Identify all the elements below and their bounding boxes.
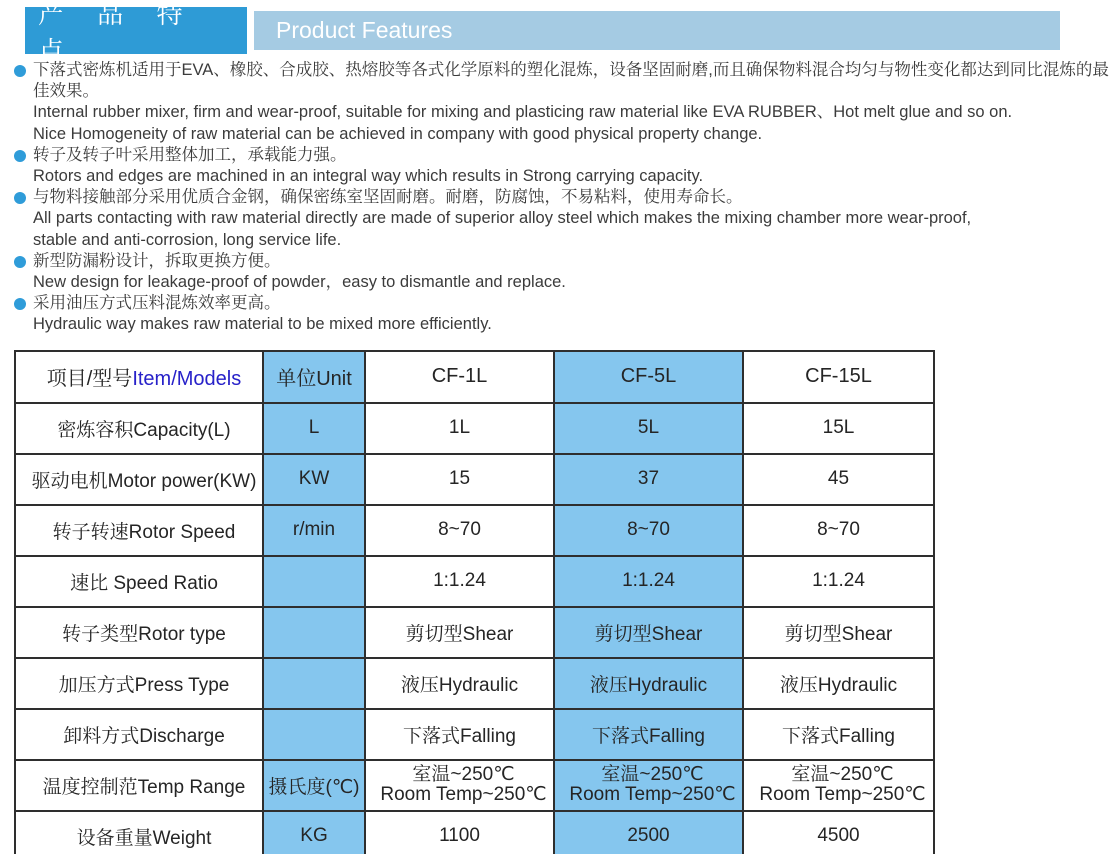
table-row-speed-ratio (15, 556, 934, 607)
feature-text-en: Internal rubber mixer, firm and wear-proof, suitable for mixing and plasticing raw material like EVA RUBBER、Hot melt glue and so on. (33, 103, 1013, 122)
feature-text-en: Rotors and edges are machined in an integral way which results in Strong carrying capacity. (33, 167, 704, 186)
cell-cf5l: 8~70 (554, 505, 743, 556)
table-header-row (15, 351, 934, 403)
cell-cf15l: 1:1.24 (743, 556, 934, 607)
header-unit: 单位Unit (263, 351, 365, 403)
cell-cf15l: 8~70 (743, 505, 934, 556)
cell-cf5l: 5L (554, 403, 743, 454)
feature-text-cn: 采用油压方式压料混炼效率更高。 (33, 294, 281, 313)
row-unit (263, 709, 365, 760)
row-label: 加压方式Press Type (15, 658, 263, 709)
row-unit (263, 556, 365, 607)
bullet-dot-icon (14, 192, 26, 204)
feature-item (14, 293, 1116, 335)
header-model-cf1l: CF-1L (365, 351, 554, 403)
header-model-cf15l: CF-15L (743, 351, 934, 403)
table-row-rotor-type (15, 607, 934, 658)
page-title-en: Product Features (254, 11, 1060, 50)
cell-cf1l: 液压Hydraulic (365, 658, 554, 709)
cell-cf15l: 45 (743, 454, 934, 505)
cell-cf1l: 下落式Falling (365, 709, 554, 760)
cell-cf1l (365, 760, 554, 811)
feature-text-en: All parts contacting with raw material directly are made of superior alloy steel which makes the mixing chamber more wear-proof, (33, 209, 972, 228)
cell-cf5l: 1:1.24 (554, 556, 743, 607)
table-row-motor-power (15, 454, 934, 505)
cell-cf5l: 2500 (554, 811, 743, 854)
cell-cf15l: 4500 (743, 811, 934, 854)
cell-cf5l: 液压Hydraulic (554, 658, 743, 709)
table-row-press-type (15, 658, 934, 709)
table-row-weight (15, 811, 934, 854)
feature-text-en: Hydraulic way makes raw material to be mixed more efficiently. (33, 315, 492, 334)
cell-cf1l: 8~70 (365, 505, 554, 556)
feature-item (14, 60, 1116, 145)
row-unit (263, 658, 365, 709)
row-label: 设备重量Weight (15, 811, 263, 854)
bullet-dot-icon (14, 256, 26, 268)
temp-line-en: Room Temp~250℃ (380, 784, 547, 806)
spec-table (14, 350, 935, 854)
row-unit: r/min (263, 505, 365, 556)
row-label: 卸料方式Discharge (15, 709, 263, 760)
feature-text-cn: 转子及转子叶采用整体加工，承载能力强。 (33, 145, 347, 164)
table-row-discharge (15, 709, 934, 760)
feature-item (14, 187, 1116, 251)
temp-line-en: Room Temp~250℃ (569, 784, 736, 806)
feature-text-cn: 下落式密炼机适用于EVA、橡胶、合成胶、热熔胶等各式化学原料的塑化混炼，设备坚固耐磨,而且确保物料混合均匀与物性变化都达到同比混炼的最佳效果。 (33, 61, 1109, 101)
feature-list (14, 60, 1116, 336)
table-row-temp-range (15, 760, 934, 811)
temp-line-cn: 室温~250℃ (791, 764, 894, 786)
row-unit: KG (263, 811, 365, 854)
feature-text-en: Nice Homogeneity of raw material can be achieved in company with good physical property change. (33, 124, 763, 143)
header-item-cn: 项目/型号 (46, 368, 133, 391)
row-label: 转子转速Rotor Speed (15, 505, 263, 556)
page-header (25, 0, 1119, 66)
row-label: 速比 Speed Ratio (15, 556, 263, 607)
temp-line-cn: 室温~250℃ (412, 764, 515, 786)
feature-item (14, 145, 1116, 187)
cell-cf1l: 1100 (365, 811, 554, 854)
cell-cf1l: 1:1.24 (365, 556, 554, 607)
feature-item (14, 251, 1116, 293)
table-row-rotor-speed (15, 505, 934, 556)
cell-cf1l: 1L (365, 403, 554, 454)
temp-line-cn: 室温~250℃ (601, 764, 704, 786)
header-item-models (15, 351, 263, 403)
row-label: 驱动电机Motor power(KW) (15, 454, 263, 505)
bullet-dot-icon (14, 65, 26, 77)
feature-text-cn: 与物料接触部分采用优质合金钢，确保密练室坚固耐磨。耐磨，防腐蚀，不易粘料，使用寿命长。 (33, 188, 743, 207)
bullet-dot-icon (14, 150, 26, 162)
cell-cf1l: 剪切型Shear (365, 607, 554, 658)
cell-cf15l: 液压Hydraulic (743, 658, 934, 709)
temp-line-en: Room Temp~250℃ (759, 784, 926, 806)
bullet-dot-icon (14, 298, 26, 310)
feature-text-cn: 新型防漏粉设计，拆取更换方便。 (33, 251, 281, 270)
row-unit: KW (263, 454, 365, 505)
row-label: 温度控制范Temp Range (15, 760, 263, 811)
cell-cf15l: 15L (743, 403, 934, 454)
cell-cf5l: 剪切型Shear (554, 607, 743, 658)
cell-cf15l: 剪切型Shear (743, 607, 934, 658)
row-unit: L (263, 403, 365, 454)
cell-cf5l: 37 (554, 454, 743, 505)
cell-cf1l: 15 (365, 454, 554, 505)
table-row-capacity (15, 403, 934, 454)
cell-cf5l: 下落式Falling (554, 709, 743, 760)
row-label: 密炼容积Capacity(L) (15, 403, 263, 454)
cell-cf15l: 下落式Falling (743, 709, 934, 760)
row-unit: 摄氏度(℃) (263, 760, 365, 811)
cell-cf5l (554, 760, 743, 811)
row-unit (263, 607, 365, 658)
header-item-en: Item/Models (132, 368, 242, 391)
page-title-cn: 产 品 特 点 (25, 7, 247, 54)
feature-text-en: New design for leakage-proof of powder，easy to dismantle and replace. (33, 273, 566, 292)
row-label: 转子类型Rotor type (15, 607, 263, 658)
feature-text-en: stable and anti-corrosion, long service life. (33, 230, 342, 249)
cell-cf15l (743, 760, 934, 811)
header-model-cf5l: CF-5L (554, 351, 743, 403)
